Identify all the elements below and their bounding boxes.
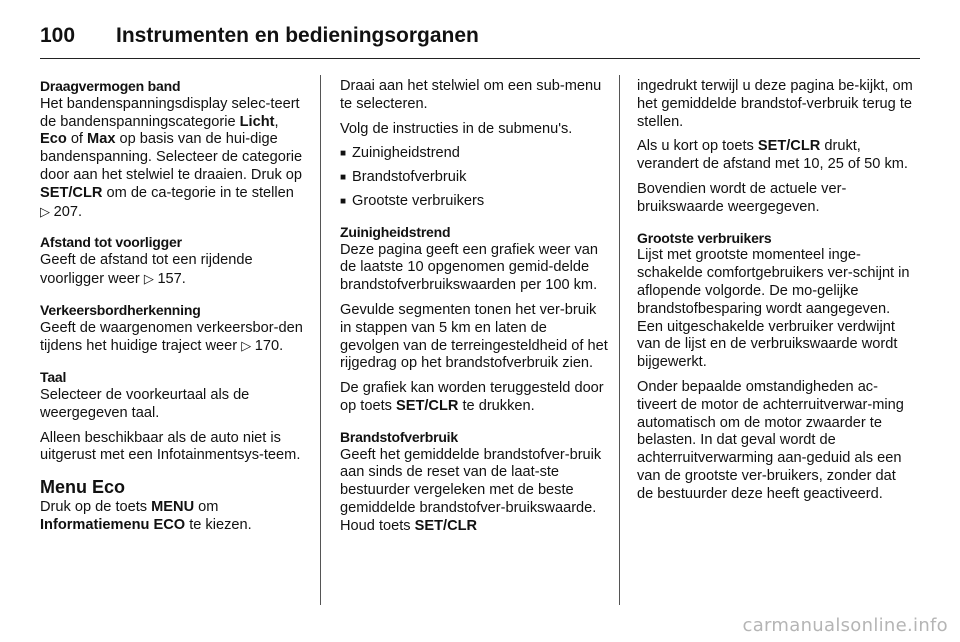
paragraph: Geeft de waargenomen verkeersbor-den tijdens het huidige traject weer ▷ 170. [40, 319, 303, 355]
page-reference[interactable]: 170. [254, 338, 284, 355]
paragraph: Lijst met grootste momenteel inge-schakelde comfortgebruikers ver-schijnt in aflopende volgorde. De mo-gelijke brandstofbesparing wordt aangegeven. Een uitgeschakelde verbruiker verdwijnt van de lijst en de verbruikswaarde wordt bijgewerkt. [637, 247, 910, 371]
section-heading: Afstand tot voorligger [40, 234, 182, 251]
section-heading: Zuinigheidstrend [340, 223, 451, 240]
paragraph: De grafiek kan worden teruggesteld door op toets SET/CLR te drukken. [340, 380, 604, 414]
page-reference[interactable]: 157. [157, 270, 186, 287]
list-item: ■ Brandstofverbruik [340, 169, 608, 187]
section-heading: Brandstofverbruik [340, 428, 458, 445]
watermark: carmanualsonline.info [742, 615, 948, 636]
paragraph: Geeft het gemiddelde brandstofver-bruik aan sinds de reset van de laat-ste bestuurder vergeleken met de beste gemiddelde brandstofver-bruikswaarde. Houd toets SET/CLR [340, 446, 602, 534]
paragraph: Selecteer de voorkeurtaal als de weergegeven taal. [40, 386, 250, 421]
page-reference-arrow-icon: ▷ [241, 338, 255, 354]
paragraph: Alleen beschikbaar als de auto niet is uitgerust met een Infotainmentsys-teem. [40, 429, 301, 464]
list-item: ■ Zuinigheidstrend [340, 145, 608, 163]
column-2 [340, 78, 608, 543]
section-heading: Taal [40, 369, 67, 386]
page-reference-arrow-icon: ▷ [40, 203, 54, 219]
column-1 [40, 78, 308, 542]
paragraph: Volg de instructies in de submenu's. [340, 120, 573, 137]
paragraph: Draai aan het stelwiel om een sub-menu te selecteren. [340, 78, 602, 112]
section-heading: Draagvermogen band [40, 78, 181, 94]
paragraph: Als u kort op toets SET/CLR drukt, verandert de afstand met 10, 25 of 50 km. [637, 138, 908, 173]
page-header [40, 14, 920, 59]
column-divider [619, 75, 620, 605]
list-item: ■ Grootste verbruikers [340, 193, 608, 211]
page-number: 100 [40, 24, 76, 47]
section-heading: Grootste verbruikers [637, 229, 772, 246]
submenu-list [340, 145, 608, 210]
page-reference-arrow-icon: ▷ [143, 270, 158, 286]
page-title: Instrumenten en bedieningsorganen [116, 24, 479, 47]
page-reference[interactable]: 207. [53, 203, 83, 220]
section-title: Menu Eco [40, 477, 126, 498]
paragraph: Druk op de toets MENU om Informatiemenu ECO te kiezen. [40, 498, 252, 533]
paragraph: Onder bepaalde omstandigheden ac-tiveert de motor de achterruitverwar-ming automatisch om de motor zwaarder te belasten. In dat geval wordt de achterruitverwarming aan-geduid als een van de grootste ver-bruikers, zonder dat de bestuurder deze heeft geactiveerd. [637, 378, 904, 502]
paragraph: Bovendien wordt de actuele ver-bruikswaarde weergegeven. [637, 180, 847, 215]
column-3 [637, 78, 913, 511]
paragraph: Het bandenspanningsdisplay selec-teert de bandenspanningscategorie Licht, Eco of Max op basis van de hui-dige bandenspanning. Selecteer de categorie door aan het stelwiel te draaien. Druk op SET/CLR om de ca-tegorie in te stellen ▷ 207. [40, 95, 303, 220]
column-divider [320, 75, 321, 605]
paragraph: Deze pagina geeft een grafiek weer van de laatste 10 opgenomen gemid-delde brandstofverbruikswaarden per 100 km. [340, 241, 598, 294]
paragraph: Gevulde segmenten tonen het ver-bruik in stappen van 5 km en laten de gevolgen van de terreingesteldheid of het rijgedrag op het brandstofverbruik zien. [340, 301, 608, 372]
paragraph: ingedrukt terwijl u deze pagina be-kijkt, om het gemiddelde brandstof-verbruik terug te stellen. [637, 78, 913, 130]
paragraph: Geeft de afstand tot een rijdende voorligger weer ▷ 157. [40, 252, 253, 287]
section-heading: Verkeersbordherkenning [40, 301, 201, 318]
